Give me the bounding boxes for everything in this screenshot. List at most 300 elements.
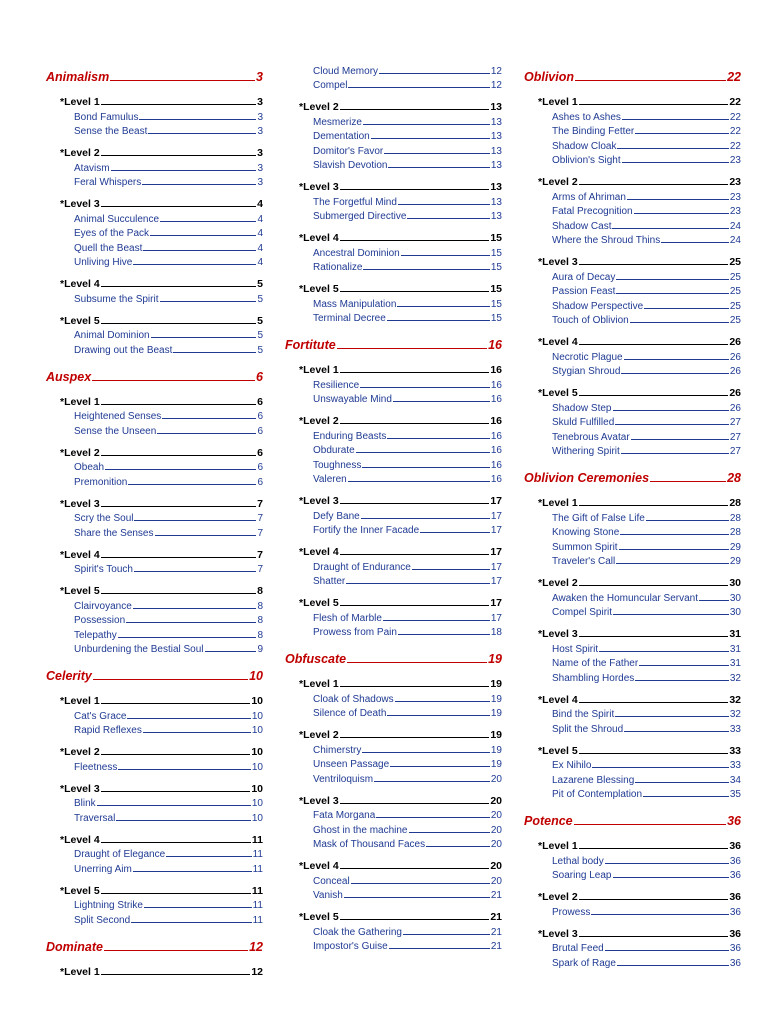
dot-leader [635,680,729,681]
toc-power-entry[interactable] [313,872,502,887]
dot-leader [101,754,251,755]
dot-leader [615,716,729,717]
toc-entry-title: Fata Morgana [313,810,376,821]
toc-power-entry[interactable] [552,414,741,429]
toc-power-entry[interactable] [74,795,263,810]
toc-page-number: 23 [729,176,741,188]
toc-power-entry[interactable] [552,348,741,363]
toc-power-entry[interactable] [313,887,502,902]
toc-level-entry[interactable] [60,583,263,597]
toc-page-number: 21 [490,890,502,901]
toc-page-number: 15 [490,262,502,273]
toc-entry-title: Toughness [313,459,362,471]
toc-page-number: 32 [729,709,741,720]
toc-power-entry[interactable] [74,897,263,912]
toc-power-entry[interactable] [74,459,263,474]
toc-power-entry[interactable] [74,707,263,722]
dot-leader [127,718,250,719]
toc-power-entry[interactable] [313,427,502,442]
dot-leader [646,520,729,521]
toc-power-entry[interactable] [74,108,263,123]
toc-entry-title: Sense the Unseen [74,425,157,437]
toc-level-entry[interactable] [299,99,502,113]
toc-power-entry[interactable] [74,524,263,539]
toc-power-entry[interactable] [313,741,502,756]
toc-power-entry[interactable] [74,408,263,423]
toc-page-number: 19 [490,708,502,719]
toc-power-entry[interactable] [74,174,263,189]
toc-page-number: 12 [490,80,502,91]
toc-level-entry[interactable] [299,281,502,295]
toc-entry-title: *Level 2 [538,577,578,589]
toc-power-entry[interactable] [313,77,502,92]
toc-page-number: 4 [257,257,263,268]
toc-entry-title: *Level 3 [299,495,339,507]
toc-level-entry[interactable] [538,838,741,852]
toc-entry-title: Traversal [74,812,116,824]
toc-page-number: 20 [490,839,502,850]
toc-level-entry[interactable] [299,727,502,741]
toc-level-entry[interactable] [299,858,502,872]
toc-level-entry[interactable] [60,145,263,159]
toc-discipline-entry[interactable] [524,68,741,84]
toc-power-entry[interactable] [74,911,263,926]
toc-page-number: 19 [490,744,502,756]
dot-leader [615,424,729,425]
toc-power-entry[interactable] [313,244,502,259]
toc-page-number: 6 [257,476,263,488]
toc-entry-title: Mesmerize [313,116,362,128]
toc-page-number: 16 [490,379,502,391]
toc-discipline-entry[interactable] [46,667,263,683]
toc-page-number: 33 [729,744,741,757]
toc-level-entry[interactable] [60,883,263,897]
toc-power-entry[interactable] [74,641,263,656]
dot-leader [348,481,490,482]
toc-entry-title: Mass Manipulation [313,298,397,310]
toc-entry-title: Withering Spirit [552,446,620,457]
toc-power-entry[interactable] [313,705,502,720]
toc-page-number: 7 [257,497,263,510]
toc-level-entry[interactable] [60,496,263,510]
dot-leader [340,605,490,606]
toc-power-entry[interactable] [552,940,741,955]
toc-level-entry[interactable] [60,196,263,210]
toc-level-entry[interactable] [299,544,502,558]
toc-power-entry[interactable] [313,624,502,639]
toc-discipline-entry[interactable] [285,336,502,352]
toc-entry-title: *Level 2 [299,415,339,427]
dot-leader [579,899,729,900]
toc-power-entry[interactable] [74,422,263,437]
toc-page-number: 16 [490,415,502,427]
toc-power-entry[interactable] [552,867,741,882]
toc-entry-title: *Level 5 [60,585,100,597]
toc-page-number: 6 [257,446,263,459]
toc-power-entry[interactable] [313,295,502,310]
toc-entry-title: Awaken the Homuncular Servant [552,592,699,604]
dot-leader [337,348,487,349]
toc-entry-title: *Level 5 [538,744,578,757]
toc-page-number: 18 [490,627,502,638]
toc-page-number: 10 [251,695,263,707]
toc-power-entry[interactable] [74,722,263,737]
toc-discipline-entry[interactable] [46,368,263,384]
toc-page-number: 31 [729,628,741,640]
toc-level-entry[interactable] [538,575,741,589]
toc-level-entry[interactable] [299,793,502,807]
toc-power-entry[interactable] [313,507,502,522]
toc-power-entry[interactable] [552,152,741,167]
toc-power-entry[interactable] [74,239,263,254]
toc-entry-title: The Forgetful Mind [313,196,397,208]
toc-page-number: 22 [729,126,741,137]
toc-page-number: 12 [249,939,263,954]
dot-leader [398,634,490,635]
toc-power-entry[interactable] [552,640,741,655]
toc-power-entry[interactable] [552,903,741,918]
toc-discipline-entry[interactable] [524,469,741,485]
dot-leader [624,359,729,360]
toc-power-entry[interactable] [313,376,502,391]
toc-discipline-entry[interactable] [285,650,502,666]
toc-level-entry[interactable] [538,743,741,757]
toc-entry-title: Compel [313,80,348,91]
toc-page-number: 30 [729,607,741,618]
toc-power-entry[interactable] [313,573,502,588]
toc-entry-title: Lightning Strike [74,900,143,911]
toc-entry-title: *Level 2 [538,176,578,188]
toc-level-entry[interactable] [60,744,263,758]
toc-page-number: 27 [729,417,741,428]
toc-power-entry[interactable] [313,690,502,705]
dot-leader [93,679,248,680]
toc-power-entry[interactable] [313,770,502,785]
toc-power-entry[interactable] [552,203,741,218]
dot-leader [340,868,490,869]
dot-leader [387,715,489,716]
toc-entry-title: *Level 1 [538,96,578,108]
toc-entry-title: Prowess [552,906,591,918]
dot-leader [104,950,248,951]
dot-leader [128,484,256,485]
dot-leader [627,199,729,200]
toc-power-entry[interactable] [74,860,263,875]
toc-page-number: 25 [729,271,741,283]
toc-entry-title: *Level 1 [538,497,578,509]
dot-leader [340,503,490,504]
toc-level-entry[interactable] [299,493,502,507]
toc-page-number: 32 [729,693,741,706]
toc-page-number: 19 [490,693,502,705]
toc-entry-title: *Level 1 [60,96,100,108]
toc-power-entry[interactable] [313,821,502,836]
dot-leader [101,286,256,287]
toc-power-entry[interactable] [313,609,502,624]
toc-entry-title: Rationalize [313,262,363,273]
toc-power-entry[interactable] [313,113,502,128]
toc-power-entry[interactable] [313,259,502,274]
toc-page-number: 29 [729,541,741,553]
toc-power-entry[interactable] [74,561,263,576]
toc-level-entry[interactable] [299,413,502,427]
toc-entry-title: *Level 2 [60,147,100,159]
toc-power-entry[interactable] [552,108,741,123]
toc-discipline-entry[interactable] [524,812,741,828]
dot-leader [616,279,729,280]
dot-leader [362,467,490,468]
toc-entry-title: *Level 3 [299,181,339,193]
toc-level-entry[interactable] [299,595,502,609]
toc-power-entry[interactable] [313,391,502,406]
toc-power-entry[interactable] [552,268,741,283]
toc-page-number: 31 [729,658,741,669]
toc-entry-title: Name of the Father [552,658,639,669]
dot-leader [579,936,729,937]
toc-power-entry[interactable] [552,509,741,524]
toc-level-entry[interactable] [538,626,741,640]
toc-power-entry[interactable] [552,604,741,619]
toc-entry-title: Prowess from Pain [313,627,397,638]
toc-level-entry[interactable] [538,385,741,399]
toc-page-number: 8 [257,585,263,597]
toc-entry-title: Terminal Decree [313,313,386,324]
dot-leader [151,337,257,338]
toc-entry-title: Ex Nihilo [552,760,592,771]
toc-power-entry[interactable] [313,938,502,953]
toc-power-entry[interactable] [313,142,502,157]
toc-power-entry[interactable] [552,589,741,604]
toc-power-entry[interactable] [313,756,502,771]
toc-level-entry[interactable] [538,334,741,348]
dot-leader [634,213,729,214]
dot-leader [579,395,729,396]
toc-level-entry[interactable] [60,394,263,408]
toc-level-entry[interactable] [538,495,741,509]
toc-page-number: 6 [257,425,263,437]
toc-power-entry[interactable] [74,846,263,861]
dot-leader [374,781,490,782]
dot-leader [371,138,490,139]
toc-power-entry[interactable] [552,232,741,247]
toc-page-number: 25 [729,300,741,312]
toc-page-number: 20 [490,810,502,821]
toc-level-entry[interactable] [60,445,263,459]
toc-entry-title: Enduring Beasts [313,430,387,442]
toc-page-number: 19 [488,652,502,666]
toc-power-entry[interactable] [74,597,263,612]
toc-level-entry[interactable] [538,94,741,108]
toc-power-entry[interactable] [313,558,502,573]
toc-power-entry[interactable] [313,836,502,851]
toc-page-number: 17 [490,546,502,558]
dot-leader [620,534,729,535]
toc-power-entry[interactable] [313,310,502,325]
toc-level-entry[interactable] [60,313,263,327]
toc-level-entry[interactable] [60,547,263,561]
toc-power-entry[interactable] [74,123,263,138]
toc-entry-title: Unseen Passage [313,759,390,770]
toc-power-entry[interactable] [74,159,263,174]
toc-power-entry[interactable] [313,208,502,223]
toc-entry-title: Atavism [74,162,110,174]
dot-leader [635,133,729,134]
toc-entry-title: Resilience [313,379,360,391]
toc-power-entry[interactable] [313,471,502,486]
toc-level-entry[interactable] [299,230,502,244]
toc-level-entry[interactable] [299,362,502,376]
toc-level-entry[interactable] [60,832,263,846]
toc-level-entry[interactable] [538,889,741,903]
toc-entry-title: *Level 4 [538,693,578,706]
toc-page-number: 26 [729,387,741,399]
toc-page-number: 22 [729,111,741,123]
dot-leader [579,184,729,185]
toc-power-entry[interactable] [552,706,741,721]
toc-power-entry[interactable] [552,188,741,203]
toc-power-entry[interactable] [552,720,741,735]
toc-power-entry[interactable] [313,128,502,143]
toc-entry-title: Bind the Spirit [552,709,615,720]
toc-entry-title: Bond Famulus [74,111,139,123]
toc-power-entry[interactable] [552,428,741,443]
toc-power-entry[interactable] [313,157,502,172]
dot-leader [613,614,729,615]
toc-power-entry[interactable] [552,771,741,786]
dot-leader [126,622,256,623]
toc-page-number: 15 [490,232,502,244]
toc-level-entry[interactable] [60,693,263,707]
toc-power-entry[interactable] [552,954,741,969]
toc-power-entry[interactable] [313,923,502,938]
toc-power-entry[interactable] [552,443,741,458]
toc-power-entry[interactable] [552,297,741,312]
dot-leader [97,805,251,806]
toc-power-entry[interactable] [552,524,741,539]
toc-discipline-entry[interactable] [46,68,263,84]
toc-page-number: 21 [490,941,502,952]
toc-power-entry[interactable] [552,655,741,670]
dot-leader [92,380,255,381]
dot-leader [340,686,490,687]
toc-power-entry[interactable] [552,363,741,378]
dot-leader [340,423,490,424]
toc-level-entry[interactable] [538,926,741,940]
toc-power-entry[interactable] [74,225,263,240]
toc-entry-title: Flesh of Marble [313,612,382,624]
dot-leader [617,965,729,966]
toc-power-entry[interactable] [74,758,263,773]
toc-power-entry[interactable] [313,62,502,77]
toc-power-entry[interactable] [313,807,502,822]
toc-power-entry[interactable] [74,210,263,225]
toc-entry-title: Celerity [46,669,92,683]
toc-power-entry[interactable] [74,341,263,356]
toc-power-entry[interactable] [313,442,502,457]
toc-power-entry[interactable] [552,538,741,553]
toc-level-entry[interactable] [299,179,502,193]
toc-entry-title: Knowing Stone [552,527,620,538]
toc-page-number: 3 [257,96,263,108]
toc-power-entry[interactable] [74,254,263,269]
toc-entry-title: Share the Senses [74,527,154,539]
dot-leader [162,418,256,419]
toc-entry-title: Aura of Decay [552,271,616,283]
toc-power-entry[interactable] [74,290,263,305]
toc-page-number: 12 [490,65,502,77]
toc-power-entry[interactable] [74,809,263,824]
dot-leader [118,637,257,638]
toc-level-entry[interactable] [60,276,263,290]
toc-entry-title: Unswayable Mind [313,394,392,405]
toc-entry-title: Fleetness [74,761,118,773]
toc-level-entry[interactable] [538,174,741,188]
dot-leader [340,291,490,292]
toc-power-entry[interactable] [313,456,502,471]
toc-level-entry[interactable] [60,964,263,978]
toc-level-entry[interactable] [60,94,263,108]
toc-entry-title: Summon Spirit [552,541,618,553]
toc-power-entry[interactable] [552,669,741,684]
toc-entry-title: Cloud Memory [313,65,379,77]
toc-power-entry[interactable] [313,193,502,208]
toc-power-entry[interactable] [552,757,741,772]
toc-entry-title: Telepathy [74,629,117,641]
toc-power-entry[interactable] [552,852,741,867]
toc-power-entry[interactable] [74,626,263,641]
dot-leader [101,703,251,704]
dot-leader [622,162,729,163]
dot-leader [650,481,726,482]
toc-entry-title: Traveler's Call [552,556,616,567]
dot-leader [101,506,256,507]
toc-level-entry[interactable] [299,676,502,690]
dot-leader [631,439,729,440]
toc-level-entry[interactable] [60,781,263,795]
toc-power-entry[interactable] [552,283,741,298]
toc-power-entry[interactable] [74,473,263,488]
toc-power-entry[interactable] [552,312,741,327]
toc-discipline-entry[interactable] [46,938,263,954]
toc-power-entry[interactable] [74,510,263,525]
toc-power-entry[interactable] [313,522,502,537]
toc-level-entry[interactable] [538,692,741,706]
toc-power-entry[interactable] [74,327,263,342]
toc-power-entry[interactable] [552,217,741,232]
toc-entry-title: *Level 4 [299,546,339,558]
toc-entry-title: *Level 3 [538,628,578,640]
toc-power-entry[interactable] [552,399,741,414]
toc-level-entry[interactable] [299,909,502,923]
toc-entry-title: Compel Spirit [552,607,613,618]
dot-leader [579,753,729,754]
toc-power-entry[interactable] [552,137,741,152]
dot-leader [621,373,728,374]
toc-power-entry[interactable] [74,612,263,627]
toc-entry-title: Obfuscate [285,652,347,666]
toc-entry-title: Subsume the Spirit [74,293,159,305]
toc-power-entry[interactable] [552,123,741,138]
dot-leader [579,702,729,703]
toc-level-entry[interactable] [538,254,741,268]
toc-entry-title: Valeren [313,474,347,485]
toc-power-entry[interactable] [552,553,741,568]
toc-power-entry[interactable] [552,786,741,801]
toc-page-number: 26 [729,402,741,414]
toc-entry-title: Premonition [74,476,128,488]
toc-entry-title: *Level 3 [299,794,339,807]
dot-leader [616,563,729,564]
